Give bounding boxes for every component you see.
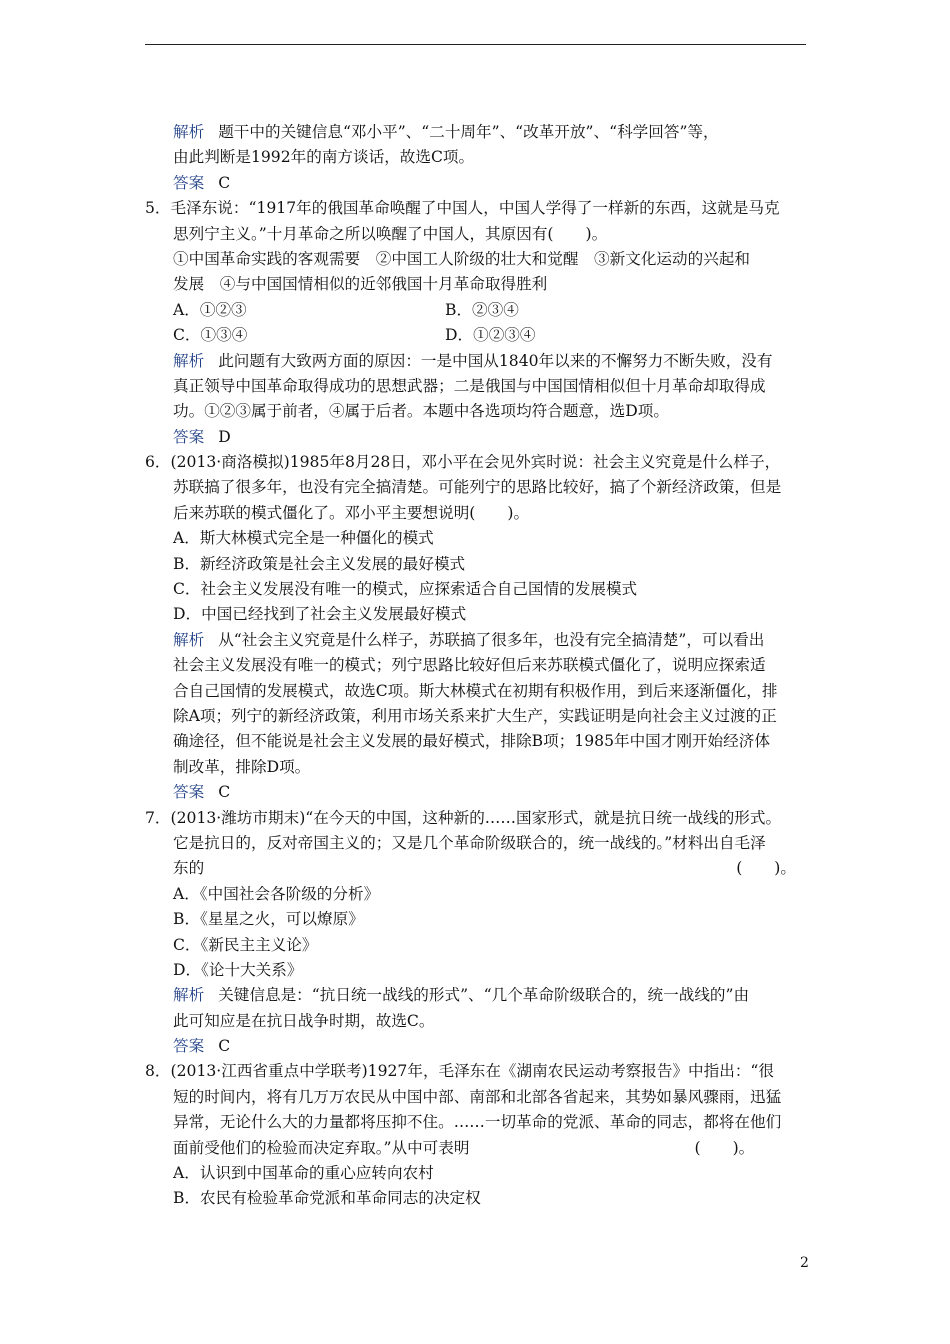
q7-answer: 答案 C [173, 1037, 231, 1056]
q7-option-a: A．《中国社会各阶级的分析》 [173, 884, 380, 903]
answer-label: 答案 [173, 783, 205, 802]
q5-options-row-1 [145, 298, 825, 323]
q4-analysis-line-2: 由此判断是1992年的南方谈话，故选C项。 [173, 148, 475, 167]
q6-analysis-line-4: 除A项；列宁的新经济政策，利用市场关系来扩大生产，实践证明是向社会主义过渡的正 [173, 706, 777, 725]
q5-analysis-line-2: 真正领导中国革命取得成功的思想武器；二是俄国与中国国情相似但十月革命却取得成 [173, 376, 766, 395]
q7-option-c: C．《新民主主义论》 [173, 935, 318, 954]
q7-stem-line-1: 7．(2013·潍坊市期末)“在今天的中国，这种新的……国家形式，就是抗日统一战线的形式。 [145, 808, 782, 827]
q5-items-line-1: ①中国革命实践的客观需要 ②中国工人阶级的壮大和觉醒 ③新文化运动的兴起和 [173, 249, 750, 268]
q6-option-b: B．新经济政策是社会主义发展的最好模式 [173, 554, 466, 573]
q5-option-d: D．①②③④ [445, 326, 536, 345]
q5-analysis-line-1: 解析 此问题有大致两方面的原因：一是中国从1840年以来的不懈努力不断失败，没有 [173, 351, 773, 370]
analysis-label: 解析 [173, 986, 205, 1005]
q7-option-b: B．《星星之火，可以燎原》 [173, 910, 364, 929]
answer-label: 答案 [173, 173, 205, 192]
q7-stem-line-3: 东的 ( )。 [173, 859, 796, 878]
header-rule [145, 44, 806, 45]
q8-stem-line-4: 面前受他们的检验而决定弃取。”从中可表明 ( )。 [173, 1138, 755, 1157]
q6-option-d: D．中国已经找到了社会主义发展最好模式 [173, 605, 467, 624]
page-content [145, 120, 825, 1212]
q7-analysis-line-2: 此可知应是在抗日战争时期，故选C。 [173, 1011, 435, 1030]
q5-option-a: A．①②③ [173, 300, 247, 319]
q8-option-b: B．农民有检验革命党派和革命同志的决定权 [173, 1189, 481, 1208]
page-number: 2 [800, 1255, 809, 1271]
q5-options-row-2 [145, 323, 825, 348]
q6-analysis-line-6: 制改革，排除D项。 [173, 757, 311, 776]
q8-stem-line-2: 短的时间内，将有几万万农民从中国中部、南部和北部各省起来，其势如暴风骤雨，迅猛 [173, 1087, 782, 1106]
q6-stem-line-3: 后来苏联的模式僵化了。邓小平主要想说明( )。 [173, 503, 530, 522]
q5-items-line-2: 发展 ④与中国国情相似的近邻俄国十月革命取得胜利 [173, 275, 548, 294]
q7-option-d: D．《论十大关系》 [173, 960, 303, 979]
q5-option-c: C．①③④ [173, 326, 248, 345]
q7-analysis-line-1: 解析 关键信息是：“抗日统一战线的形式”、“几个革命阶级联合的，统一战线的”由 [173, 986, 750, 1005]
q8-option-a: A．认识到中国革命的重心应转向农村 [173, 1164, 434, 1183]
q7-stem-line-2: 它是抗日的，反对帝国主义的；又是几个革命阶级联合的，统一战线的。”材料出自毛泽 [173, 833, 766, 852]
q5-analysis-line-3: 功。①②③属于前者，④属于后者。本题中各选项均符合题意，选D项。 [173, 402, 669, 421]
q6-option-a: A．斯大林模式完全是一种僵化的模式 [173, 529, 434, 548]
q6-analysis-line-1: 解析 从“社会主义究竟是什么样子，苏联搞了很多年，也没有完全搞清楚”，可以看出 [173, 630, 765, 649]
q5-stem-line-2: 思列宁主义。”十月革命之所以唤醒了中国人，其原因有( )。 [173, 224, 608, 243]
answer-label: 答案 [173, 1037, 205, 1056]
q6-analysis-line-2: 社会主义发展没有唯一的模式；列宁思路比较好但后来苏联模式僵化了，说明应探索适 [173, 656, 766, 675]
analysis-label: 解析 [173, 351, 205, 370]
q8-stem-line-1: 8．(2013·江西省重点中学联考)1927年，毛泽东在《湖南农民运动考察报告》中指出：“很 [145, 1062, 774, 1081]
analysis-label: 解析 [173, 123, 205, 141]
q6-answer: 答案 C [173, 783, 231, 802]
q4-analysis-line-1: 解析 题干中的关键信息“邓小平”、“二十周年”、“改革开放”、“科学回答”等， [173, 123, 719, 141]
q4-answer: 答案 C [173, 173, 231, 192]
q6-analysis-line-5: 确途径，但不能说是社会主义发展的最好模式，排除B项；1985年中国才刚开始经济体 [173, 732, 770, 751]
q6-stem-line-2: 苏联搞了很多年，也没有完全搞清楚。可能列宁的思路比较好，搞了个新经济政策，但是 [173, 478, 782, 497]
analysis-label: 解析 [173, 630, 205, 649]
q8-stem-line-3: 异常，无论什么大的力量都将压抑不住。……一切革命的党派、革命的同志，都将在他们 [173, 1113, 782, 1132]
q6-stem-line-1: 6．(2013·商洛模拟)1985年8月28日，邓小平在会见外宾时说：社会主义究竟是什么样子， [145, 453, 781, 472]
q5-answer: 答案 D [173, 427, 231, 446]
q6-analysis-line-3: 合自己国情的发展模式，故选C项。斯大林模式在初期有积极作用，到后来逐渐僵化，排 [173, 681, 778, 700]
q6-option-c: C．社会主义发展没有唯一的模式，应探索适合自己国情的发展模式 [173, 580, 638, 599]
q5-option-b: B．②③④ [445, 300, 519, 319]
answer-label: 答案 [173, 427, 205, 446]
q5-stem-line-1: 5．毛泽东说：“1917年的俄国革命唤醒了中国人，中国人学得了一样新的东西，这就是马克 [145, 199, 780, 218]
